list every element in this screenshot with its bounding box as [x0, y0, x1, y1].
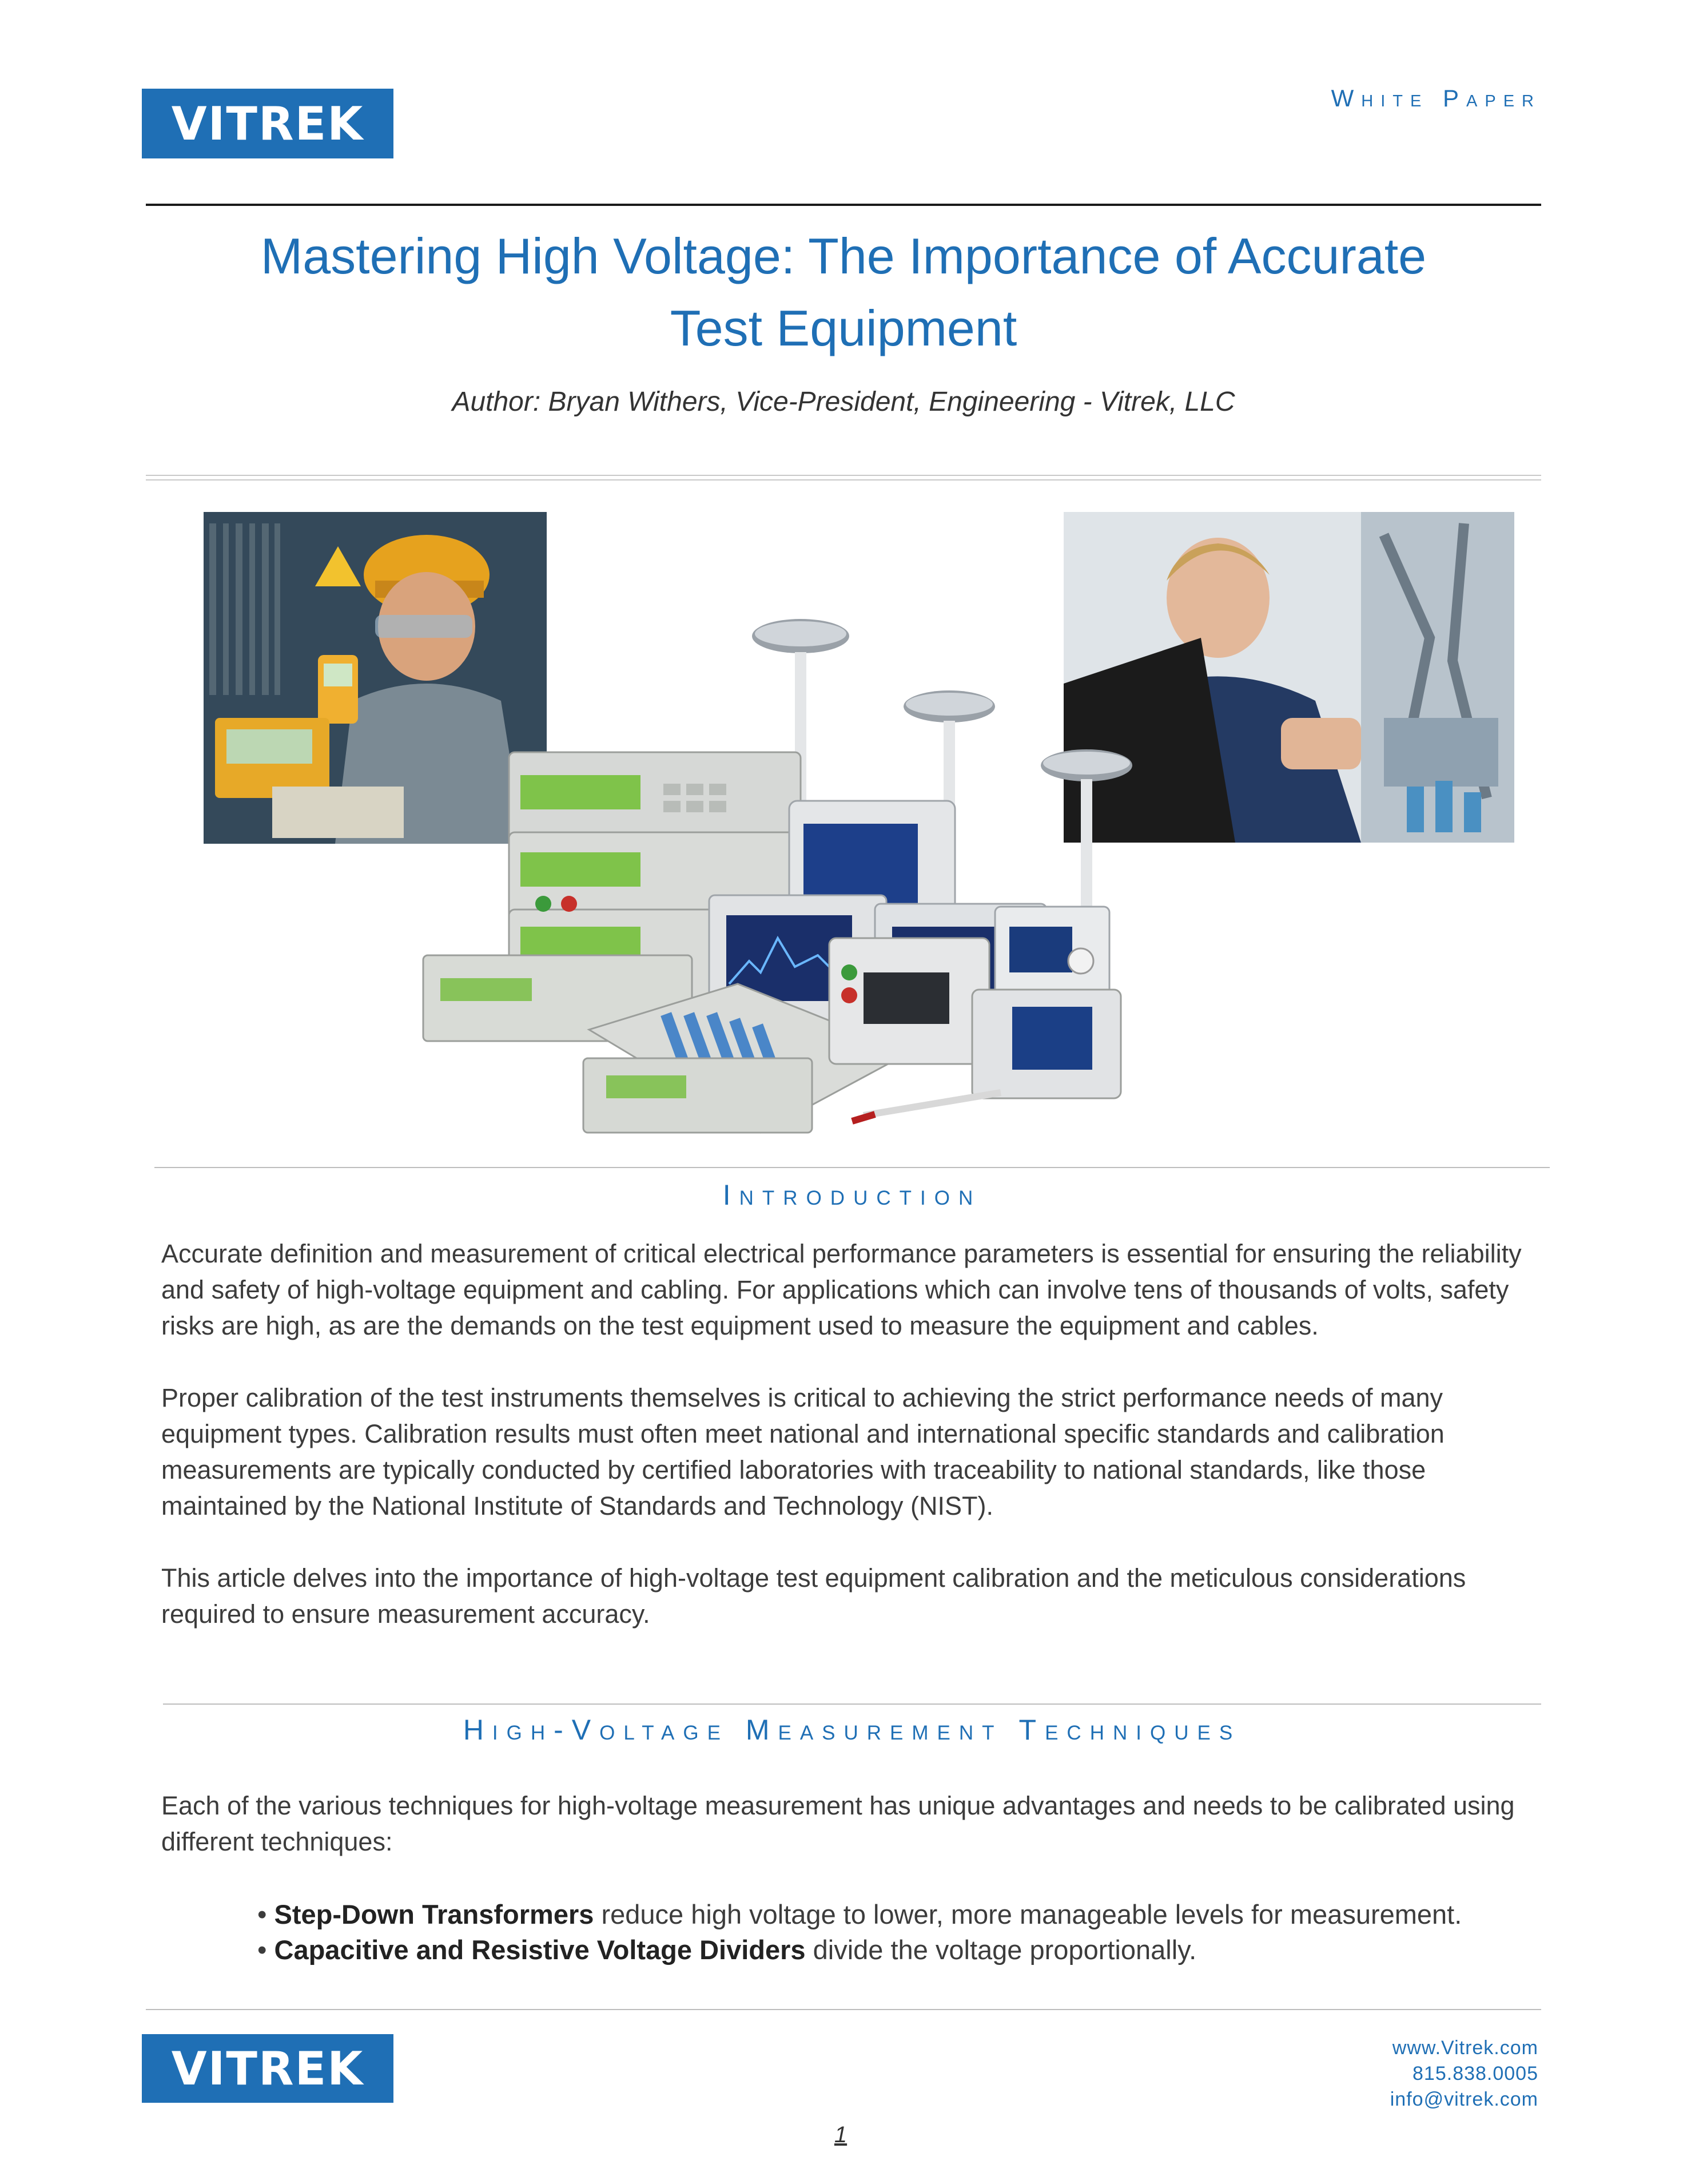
header-rule: [146, 204, 1541, 206]
intro-heading: Introduction: [722, 1179, 982, 1211]
page-title: [91, 220, 1596, 364]
header-logo: [142, 89, 393, 158]
intro-paragraph-2: Proper calibration of the test instruments themselves is critical to achieving the strict performance needs of many equipment types. Calibration results must often meet national and international specific standards and calibration measurements are typically conducted by certified laboratories with traceability to national standards, like those maintained by the National Institute of Standards and Technology (NIST).: [161, 1383, 1445, 1520]
bullet-term: Capacitive and Resistive Voltage Dividers: [274, 1935, 806, 1965]
bullet-item: • Step-Down Transformers reduce high voltage to lower, more manageable levels for measurement.: [257, 1899, 1462, 1929]
phone-number: 815.838.0005: [1413, 2063, 1538, 2084]
bullet-text: divide the voltage proportionally.: [805, 1935, 1197, 1965]
header-logo-text: VITREK: [171, 97, 364, 150]
email-link[interactable]: info@vitrek.com: [1390, 2088, 1538, 2110]
test-equipment-collage: [417, 618, 1184, 1150]
white-paper-label: White Paper: [1331, 85, 1541, 112]
page-number: 1: [834, 2122, 848, 2147]
techniques-bullets: [257, 1897, 1567, 1968]
equipment-illustration: [417, 618, 1184, 1150]
intro-paragraph-3: This article delves into the importance of high-voltage test equipment calibration and the meticulous considerations required to ensure measurement accuracy.: [161, 1563, 1466, 1629]
bullet-text: reduce high voltage to lower, more manageable levels for measurement.: [601, 1899, 1462, 1929]
footer-logo: [142, 2034, 393, 2103]
intro-body: [161, 1236, 1522, 1668]
footer-logo-text: VITREK: [171, 2042, 364, 2095]
title-line-1: Mastering High Voltage: The Importance of Accurate: [260, 228, 1427, 284]
author-line: Author: Bryan Withers, Vice-President, Engineering - Vitrek, LLC: [452, 387, 1235, 417]
bullet-item: • Capacitive and Resistive Voltage Dividers divide the voltage proportionally.: [257, 1935, 1197, 1965]
intro-rule: [154, 1167, 1550, 1168]
title-rule: [146, 475, 1541, 481]
footer-rule: [146, 2009, 1541, 2010]
footer-contact: [1258, 2035, 1538, 2112]
techniques-body: Each of the various techniques for high-voltage measurement has unique advantages and needs to be calibrated using different techniques:: [161, 1791, 1515, 1856]
techniques-rule: [163, 1703, 1541, 1705]
bullet-term: Step-Down Transformers: [274, 1899, 602, 1929]
techniques-heading: High-Voltage Measurement Techniques: [463, 1714, 1242, 1746]
website-link[interactable]: www.Vitrek.com: [1392, 2037, 1538, 2059]
intro-paragraph-1: Accurate definition and measurement of critical electrical performance parameters is essential for ensuring the reliability and safety of high-voltage equipment and cabling. For applications which can involve tens of thousands of volts, safety risks are high, as are the demands on the test equipment used to measure the equipment and cables.: [161, 1239, 1522, 1340]
title-line-2: Test Equipment: [670, 300, 1017, 356]
